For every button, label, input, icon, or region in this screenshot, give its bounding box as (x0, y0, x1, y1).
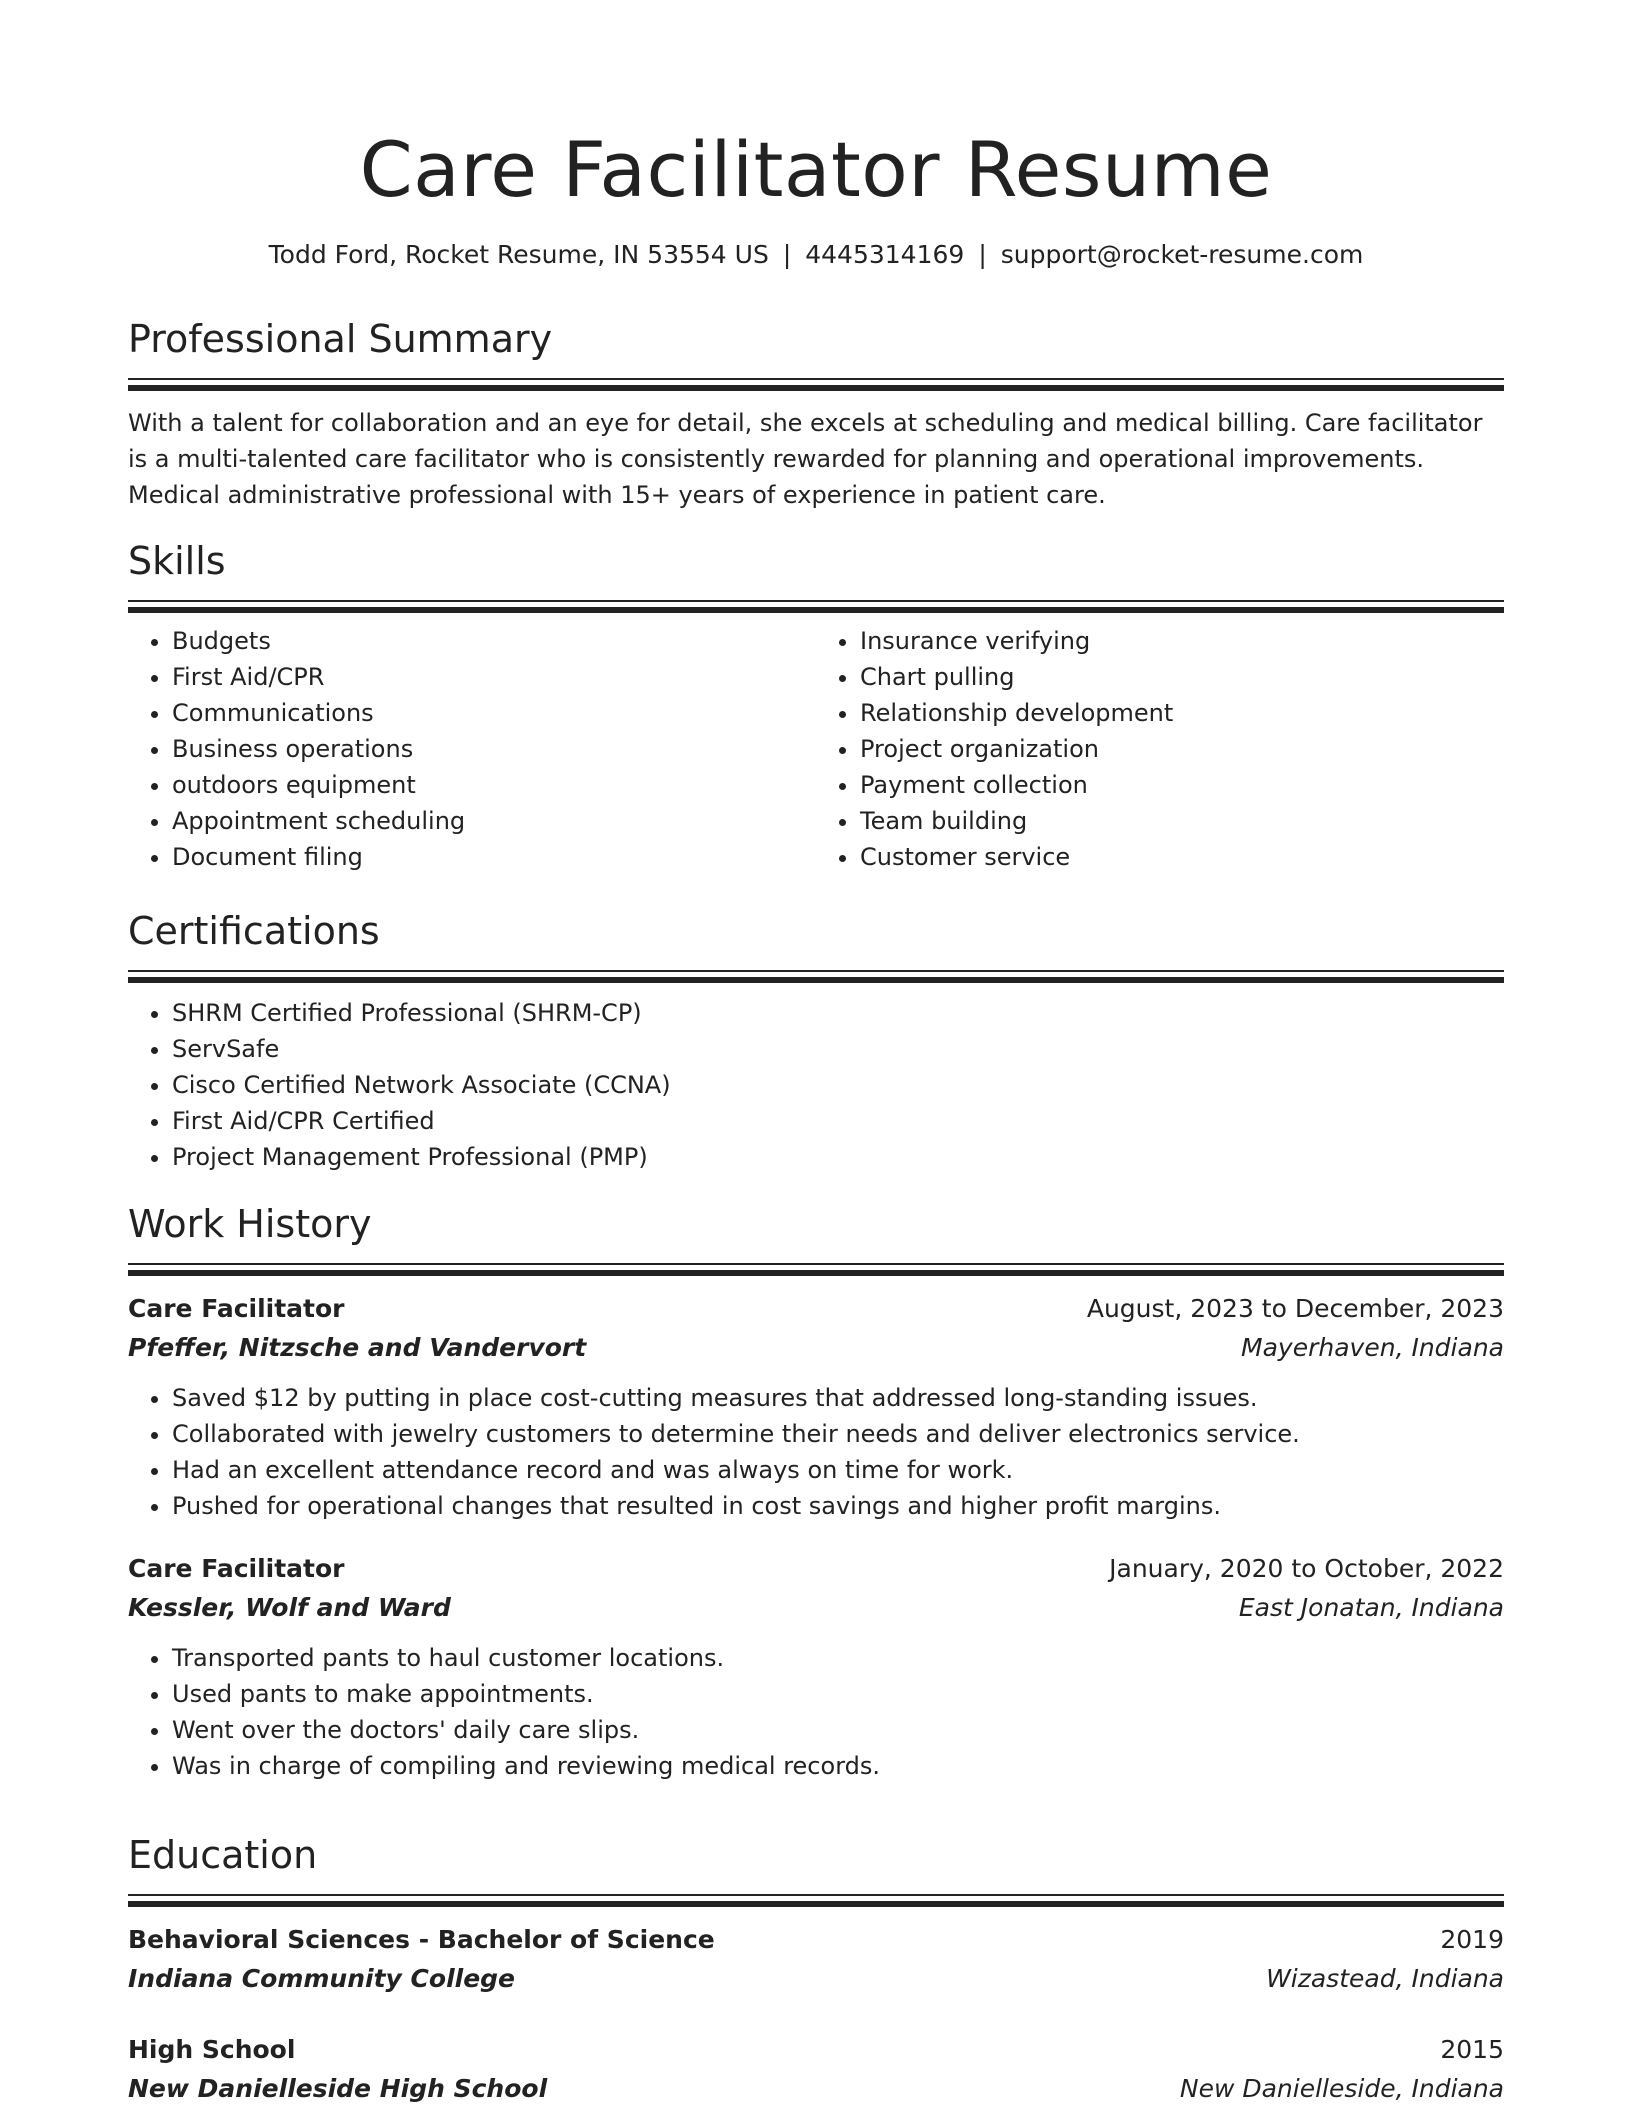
education-year: 2015 (1440, 2035, 1504, 2064)
job-role: Care Facilitator (128, 1294, 345, 1323)
education-entry (128, 2031, 1504, 2109)
section-divider (128, 378, 1504, 391)
list-item: • Payment collection (860, 767, 1504, 803)
contact-phone: 4445314169 (805, 240, 965, 269)
education-location: Wizastead, Indiana (1266, 1964, 1504, 1993)
education-school: Indiana Community College (128, 1964, 516, 1993)
summary-section (128, 316, 1504, 513)
list-item: • ServSafe (172, 1031, 1504, 1067)
job-bullets (128, 1640, 1504, 1784)
job-location: Mayerhaven, Indiana (1241, 1333, 1504, 1362)
list-item: • First Aid/CPR Certified (172, 1103, 1504, 1139)
education-entry (128, 1921, 1504, 1999)
education-degree: Behavioral Sciences - Bachelor of Science (128, 1925, 715, 1954)
section-divider (128, 600, 1504, 613)
list-item: • Customer service (860, 839, 1504, 875)
education-school: New Danielleside High School (128, 2074, 548, 2103)
list-item: • Project organization (860, 731, 1504, 767)
section-divider (128, 1894, 1504, 1907)
section-heading: Professional Summary (128, 317, 553, 361)
list-item: • Insurance verifying (860, 623, 1504, 659)
summary-text: With a talent for collaboration and an eye for detail, she excels at scheduling and medical billing. Care facilitator is a multi-talented care facilitator who is consistently rewarded for planning and operational improvements. Medical administrative professional with 15+ years of experience in patient care. (128, 409, 1483, 509)
education-location: New Danielleside, Indiana (1179, 2074, 1504, 2103)
list-item: • outdoors equipment (172, 767, 816, 803)
list-item: • Pushed for operational changes that resulted in cost savings and higher profit margins. (172, 1488, 1504, 1524)
section-divider (128, 970, 1504, 983)
certifications-section (128, 908, 1504, 1175)
skills-grid (128, 623, 1504, 875)
list-item: • Saved $12 by putting in place cost-cutting measures that addressed long-standing issues. (172, 1380, 1504, 1416)
job-entry (128, 1550, 1504, 1784)
certifications-list (128, 995, 1504, 1175)
list-item: • Appointment scheduling (172, 803, 816, 839)
list-item: • First Aid/CPR (172, 659, 816, 695)
list-item: • Cisco Certified Network Associate (CCNA) (172, 1067, 1504, 1103)
list-item: • Budgets (172, 623, 816, 659)
section-divider (128, 1263, 1504, 1276)
list-item: • Went over the doctors' daily care slips. (172, 1712, 1504, 1748)
job-dates: August, 2023 to December, 2023 (1086, 1294, 1504, 1323)
job-location: East Jonatan, Indiana (1238, 1593, 1504, 1622)
list-item: • Business operations (172, 731, 816, 767)
list-item: • Document filing (172, 839, 816, 875)
contact-separator: | (782, 240, 792, 269)
list-item: • Had an excellent attendance record and was always on time for work. (172, 1452, 1504, 1488)
contact-line (128, 238, 1504, 272)
job-company: Pfeffer, Nitzsche and Vandervort (128, 1333, 587, 1362)
list-item: • Communications (172, 695, 816, 731)
education-section (128, 1832, 1504, 2109)
skills-list-left (128, 623, 816, 875)
job-company: Kessler, Wolf and Ward (128, 1593, 451, 1622)
job-bullets (128, 1380, 1504, 1524)
job-entry (128, 1290, 1504, 1524)
contact-address: Todd Ford, Rocket Resume, IN 53554 US (268, 240, 769, 269)
list-item: • Collaborated with jewelry customers to determine their needs and deliver electronics service. (172, 1416, 1504, 1452)
section-heading: Education (128, 1833, 318, 1877)
section-heading: Skills (128, 539, 226, 583)
list-item: • Transported pants to haul customer locations. (172, 1640, 1504, 1676)
contact-email: support@rocket-resume.com (1000, 240, 1364, 269)
resume-title: Care Facilitator Resume (359, 125, 1273, 214)
list-item: • Project Management Professional (PMP) (172, 1139, 1504, 1175)
list-item: • Relationship development (860, 695, 1504, 731)
resume-page (128, 0, 1504, 2103)
skills-list-right (816, 623, 1504, 875)
skills-section (128, 538, 1504, 875)
list-item: • Used pants to make appointments. (172, 1676, 1504, 1712)
section-heading: Certifications (128, 909, 380, 953)
job-role: Care Facilitator (128, 1554, 345, 1583)
job-dates: January, 2020 to October, 2022 (1109, 1554, 1504, 1583)
contact-separator: | (978, 240, 987, 269)
work-history-section (128, 1201, 1504, 1784)
list-item: • Was in charge of compiling and reviewing medical records. (172, 1748, 1504, 1784)
education-degree: High School (128, 2035, 296, 2064)
list-item: • Team building (860, 803, 1504, 839)
section-heading: Work History (128, 1202, 372, 1246)
list-item: • SHRM Certified Professional (SHRM-CP) (172, 995, 1504, 1031)
education-year: 2019 (1440, 1925, 1504, 1954)
list-item: • Chart pulling (860, 659, 1504, 695)
